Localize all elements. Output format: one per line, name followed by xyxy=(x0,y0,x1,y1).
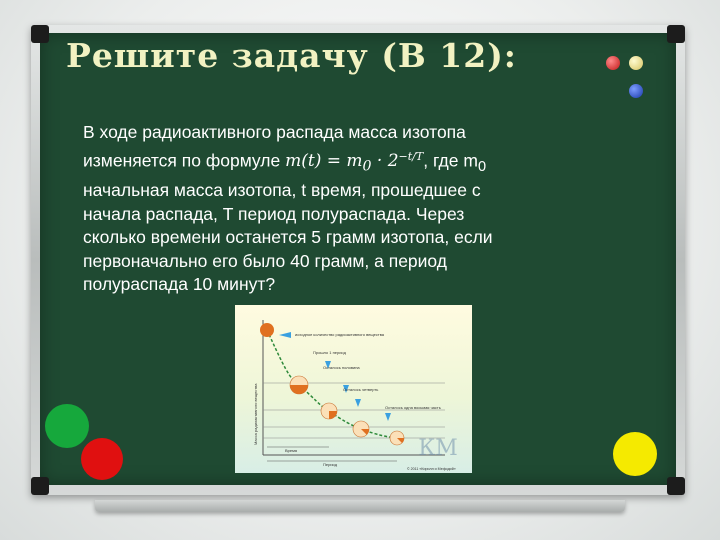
figure-label-one-period: Прошло 1 период xyxy=(313,350,346,355)
problem-line-2-text: изменяется по формуле xyxy=(83,150,286,171)
problem-line-4: начала распада, T период полураспада. Через xyxy=(83,203,465,224)
arrow-icon xyxy=(279,332,291,338)
frame-corner-bottom-right xyxy=(667,477,685,495)
formula-base: · 2 xyxy=(376,151,399,172)
figure-label-eighth: Осталось одна восьмая часть xyxy=(385,405,441,410)
problem-line-2-where: , где m xyxy=(423,150,478,171)
sphere-quarter-fill xyxy=(329,411,337,419)
figure-label-time: Время xyxy=(285,448,298,453)
magnet-red-icon xyxy=(606,56,620,70)
problem-line-2 xyxy=(83,145,563,180)
chalk-tray xyxy=(95,500,625,512)
formula-main: m(t) = m xyxy=(285,151,363,172)
problem-line-6: первоначально его было 40 грамм, а период xyxy=(83,250,447,271)
sphere-half-fill xyxy=(290,385,308,394)
problem-line-5: сколько времени останется 5 грамм изотопа, если xyxy=(83,227,493,248)
problem-line-7: полураспада 10 минут? xyxy=(83,274,276,295)
figure-label-mass: Масса радиоактивного вещества xyxy=(253,383,258,445)
formula-exponent: −t/T xyxy=(398,149,424,163)
sphere-full-icon xyxy=(260,323,274,337)
green-circle-icon xyxy=(45,404,89,448)
problem-line-3: начальная масса изотопа, t время, прошедшее с xyxy=(83,180,481,201)
problem-line-1: В ходе радиоактивного распада масса изотопа xyxy=(83,122,466,142)
slide-title: Решите задачу (В 12): xyxy=(66,36,517,75)
figure-label-quarter: Осталось четверть xyxy=(343,387,379,392)
arrow-icon xyxy=(385,413,391,421)
yellow-circle-icon xyxy=(613,432,657,476)
formula-subscript: 0 xyxy=(362,158,372,175)
frame-corner-bottom-left xyxy=(31,477,49,495)
figure-label-initial: исходное количество радиоактивного вещества xyxy=(295,332,384,337)
m0-subscript: 0 xyxy=(477,158,487,175)
half-life-formula xyxy=(285,149,424,175)
figure-label-half: Осталось половина xyxy=(323,365,360,370)
half-life-diagram xyxy=(235,305,472,473)
magnet-yellow-icon xyxy=(629,56,643,70)
figure-watermark-logo: КМ xyxy=(418,436,458,461)
half-life-illustration xyxy=(235,305,472,473)
frame-corner-top-left xyxy=(31,25,49,43)
decay-curve xyxy=(267,330,397,438)
figure-copyright: © 2011 «Кирилл и Мефодий» xyxy=(407,467,456,471)
frame-corner-top-right xyxy=(667,25,685,43)
arrow-icon xyxy=(355,399,361,407)
magnet-blue-icon xyxy=(629,84,643,98)
problem-text xyxy=(83,121,563,297)
red-circle-icon xyxy=(81,438,123,480)
figure-label-period: Период xyxy=(323,462,338,467)
